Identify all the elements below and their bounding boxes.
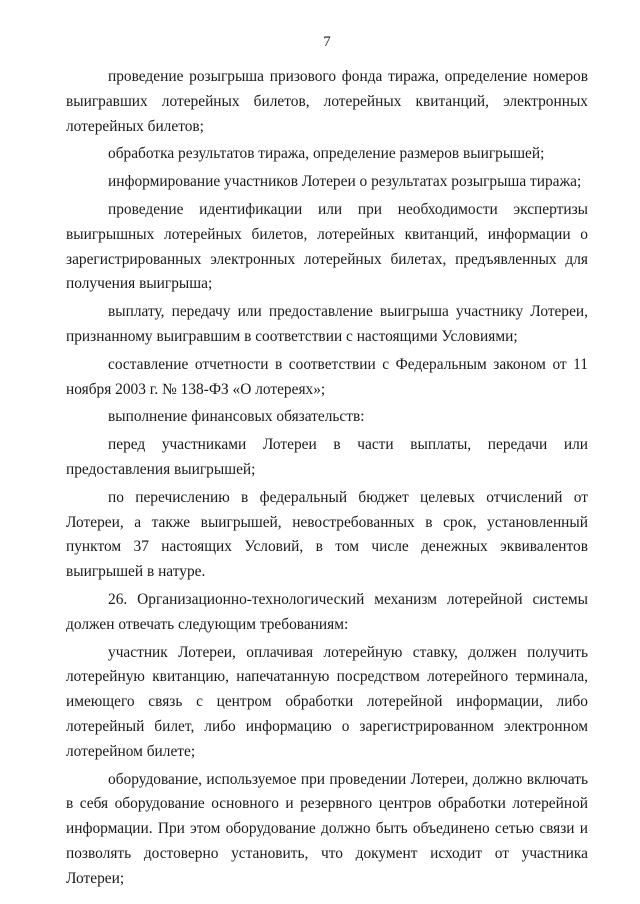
paragraph-obligations-budget: по перечислению в федеральный бюджет целевых отчислений от Лотереи, а также выигрышей, невостребованных в срок, установленный пунктом 37 настоящих Условий, в том числе денежных эквивалентов выигрышей в натуре. [66,488,588,581]
paragraph-results-processing: обработка результатов тиража, определение размеров выигрышей; [108,145,545,163]
paragraph-prize-draw: проведение розыгрыша призового фонда тиража, определение номеров выигравших лотерейных билетов, лотерейных квитанций, электронных лотерейных билетов; [66,68,588,135]
paragraph-identification: проведение идентификации или при необходимости экспертизы выигрышных лотерейных билетов, лотерейных квитанций, информации о зарегистрированных электронных лотерейных билетах, предъявленных для получения выигрыша; [66,200,588,293]
paragraph-reporting: составление отчетности в соответствии с Федеральным законом от 11 ноября 2003 г. № 138-ФЗ «О лотереях»; [66,355,588,398]
paragraph-participant-receipt: участник Лотереи, оплачивая лотерейную ставку, должен получить лотерейную квитанцию, напечатанную посредством лотерейного терминала, имеющего связь с центром обработки лотерейной информации, либо лотерейный билет, либо информацию о зарегистрированном электронном лотерейном билете; [66,643,588,760]
paragraph-financial-obligations: выполнение финансовых обязательств: [108,408,365,426]
page-number: 7 [323,34,331,50]
paragraph-prize-payment: выплату, передачу или предоставление выигрыша участнику Лотереи, признанному выигравшим в соответствии с настоящими Условиями; [66,303,588,345]
paragraph-obligations-participants: перед участниками Лотереи в части выплаты, передачи или предоставления выигрышей; [66,436,588,478]
paragraph-informing-participants: информирование участников Лотереи о результатах розыгрыша тиража; [108,173,582,191]
paragraph-equipment: оборудование, используемое при проведении Лотереи, должно включать в себя оборудование основного и резервного центров обработки лотерейной информации. При этом оборудование должно быть объединено сетью связи и позволять достоверно установить, что документ исходит от участника Лотереи; [66,770,588,887]
paragraph-section-26: 26. Организационно-технологический механизм лотерейной системы должен отвечать следующим требованиям: [66,590,588,633]
